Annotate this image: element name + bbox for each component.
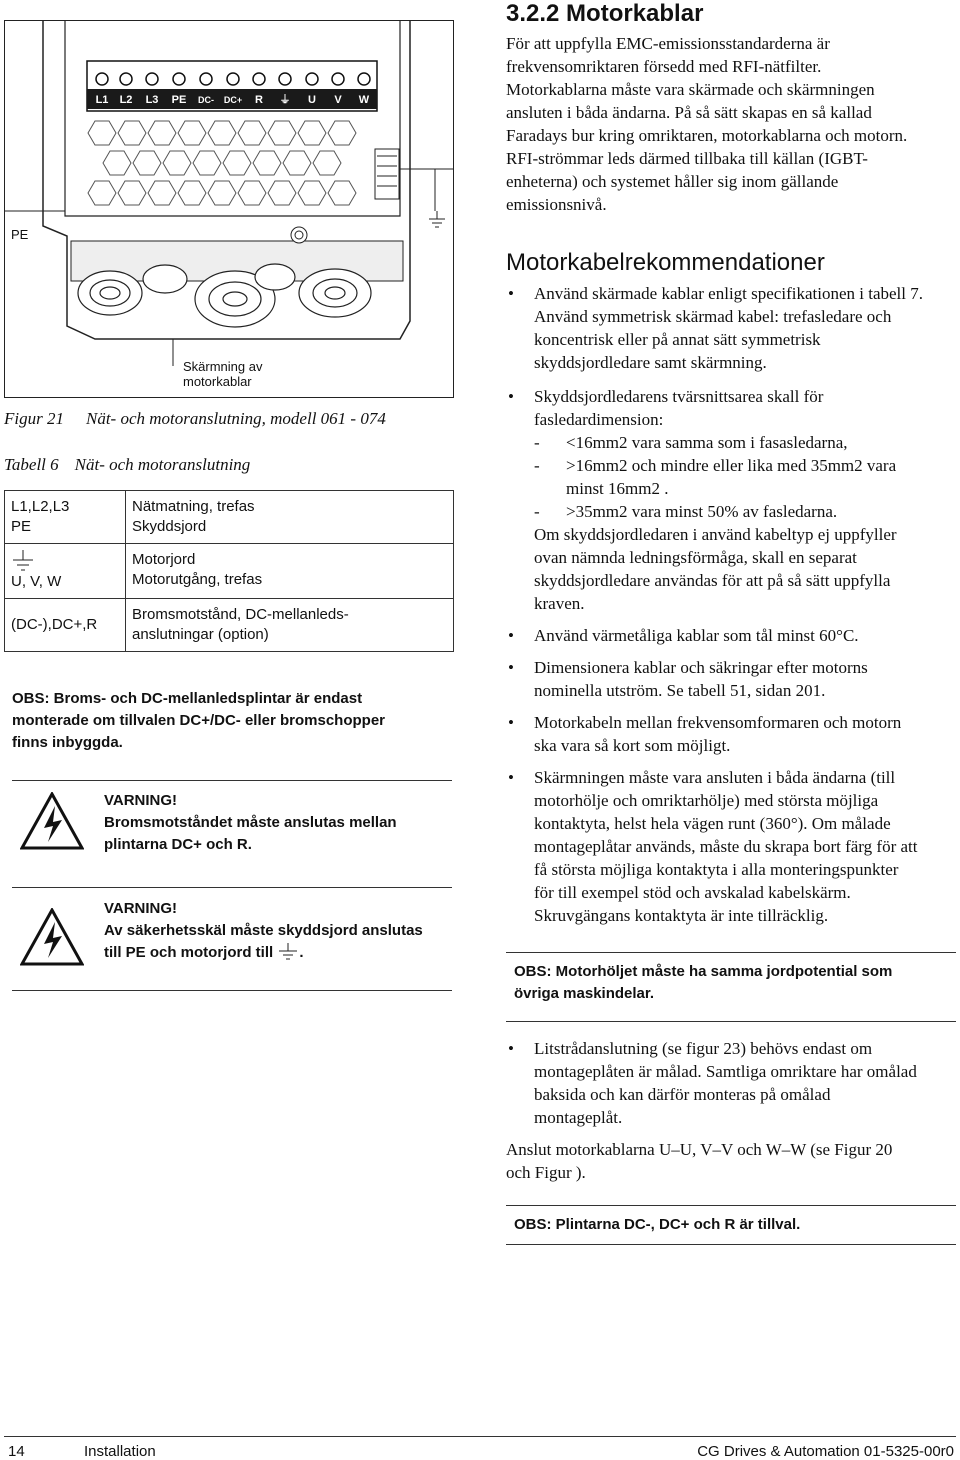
- terminal-label: L2: [119, 94, 133, 106]
- list-item: • Skyddsjordledarens tvärsnittsarea skall för fasledardimension: - <16mm2 vara samma som i fasasledarna, - >16mm2 och mindre eller lika med 35mm2 vara minst 16mm2 . - >35mm2 vara minst 50% av fasledarna. Om skyddsjordledaren i använd kabeltyp ej uppfyller ovan nämnda ledningsförmåga, skall en separat skyddsjordledare användas för att på så sätt uppfylla kraven.: [508, 387, 897, 613]
- terminal-label: ⏚: [279, 94, 291, 106]
- list-item: • Skärmningen måste vara ansluten i båda ändarna (till motorhölje och omriktarhölje) med största möjliga kontaktyta, helst hela vägen runt (360°). Om målade montageplåtar används, måste du skrapa bort färg för att få största möjliga kontaktyta i alla monteringspunkter för till exempel stöd och avskalad kabelskärm. Skruvgängans kontaktyta är inte tillräcklig.: [508, 768, 918, 925]
- ground-symbol-icon: [277, 943, 299, 961]
- warning-1: VARNING! Bromsmotståndet måste anslutas mellan plintarna DC+ och R.: [104, 792, 397, 853]
- table-row: U, V, W Motorjord Motorutgång, trefas: [5, 544, 454, 599]
- recommendations-title: Motorkabelrekommendationer: [506, 249, 825, 276]
- obs-note-left: OBS: Broms- och DC-mellanledsplintar är endast monterade om tillvalen DC+/DC- eller bromschopper finns inbyggda.: [12, 690, 386, 751]
- terminal-label: DC-: [198, 95, 214, 105]
- recommendations-list: [506, 282, 958, 927]
- table-caption: Tabell 6 Nät- och motoranslutning: [4, 455, 251, 474]
- terminal-label: R: [255, 94, 263, 106]
- footer-doc-id: CG Drives & Automation 01-5325-00r0: [697, 1443, 954, 1460]
- footer-section: Installation: [84, 1443, 156, 1460]
- obs-note-right-1: OBS: Motorhöljet måste ha samma jordpotential som övriga maskindelar.: [506, 952, 956, 1022]
- list-item: • Litstrådanslutning (se figur 23) behövs endast om montageplåten är målad. Samtliga omriktare har omålad baksida och kan därför monteras på omålad montageplåt.: [508, 1039, 917, 1127]
- table-row: L1,L2,L3 PE Nätmatning, trefas Skyddsjord: [5, 491, 454, 544]
- ground-symbol-icon: [11, 550, 35, 572]
- section-paragraph: För att uppfylla EMC-emissionsstandarderna är frekvensomriktaren försedd med RFI-nätfilter. Motorkablarna måste vara skärmade och skärmningen ansluten i båda ändarna. På så sätt skapas en så kallad Faradays bur kring omriktaren, motorkablarna och motorn. RFI-strömmar leds därmed tillbaka till källan (IGBT- enheterna) och systemet håller sig inom gällande emissionsnivå.: [506, 34, 908, 214]
- table-row: (DC-),DC+,R Bromsmotstånd, DC-mellanleds- anslutningar (option): [5, 599, 454, 652]
- terminal-label: W: [358, 94, 370, 106]
- terminal-label: V: [334, 94, 342, 106]
- shield-label: Skärmning av motorkablar: [183, 359, 263, 389]
- terminal-label: L3: [145, 94, 159, 106]
- connection-table: [4, 490, 454, 652]
- warning-triangle-icon: [20, 792, 84, 850]
- list-item: • Dimensionera kablar och säkringar efter motorns nominella utström. Se tabell 51, sidan 201.: [508, 658, 868, 700]
- page-number: 14: [8, 1443, 25, 1460]
- list-item: • Motorkabeln mellan frekvensomformaren och motorn ska vara så kort som möjligt.: [508, 713, 902, 755]
- connect-paragraph: Anslut motorkablarna U–U, V–V och W–W (se Figur 20 och Figur ).: [506, 1140, 893, 1182]
- figure-21: [4, 20, 454, 398]
- figure-caption: Figur 21 Nät- och motoranslutning, modell 061 - 074: [4, 409, 386, 428]
- warning-triangle-icon: [20, 908, 84, 966]
- terminal-label: PE: [171, 94, 187, 106]
- warning-2: VARNING! Av säkerhetsskäl måste skyddsjord anslutas till PE och motorjord till .: [104, 900, 423, 961]
- terminal-label: L1: [95, 94, 109, 106]
- drive-terminal-illustration: [5, 21, 453, 397]
- list-item: • Använd skärmade kablar enligt specifikationen i tabell 7. Använd symmetrisk skärmad kabel: trefasledare och koncentrisk eller på annat sätt symmetrisk skyddsjordledare samt skärmning.: [508, 284, 923, 372]
- terminal-label: DC+: [223, 95, 243, 105]
- obs-note-right-2: OBS: Plintarna DC-, DC+ och R är tillval.: [506, 1205, 956, 1245]
- stranded-wire-bullet: [506, 1037, 958, 1129]
- pe-label: PE: [11, 227, 29, 242]
- terminal-label: U: [308, 94, 316, 106]
- list-item: • Använd värmetåliga kablar som tål minst 60°C.: [508, 626, 859, 645]
- section-title: 3.2.2 Motorkablar: [506, 0, 704, 27]
